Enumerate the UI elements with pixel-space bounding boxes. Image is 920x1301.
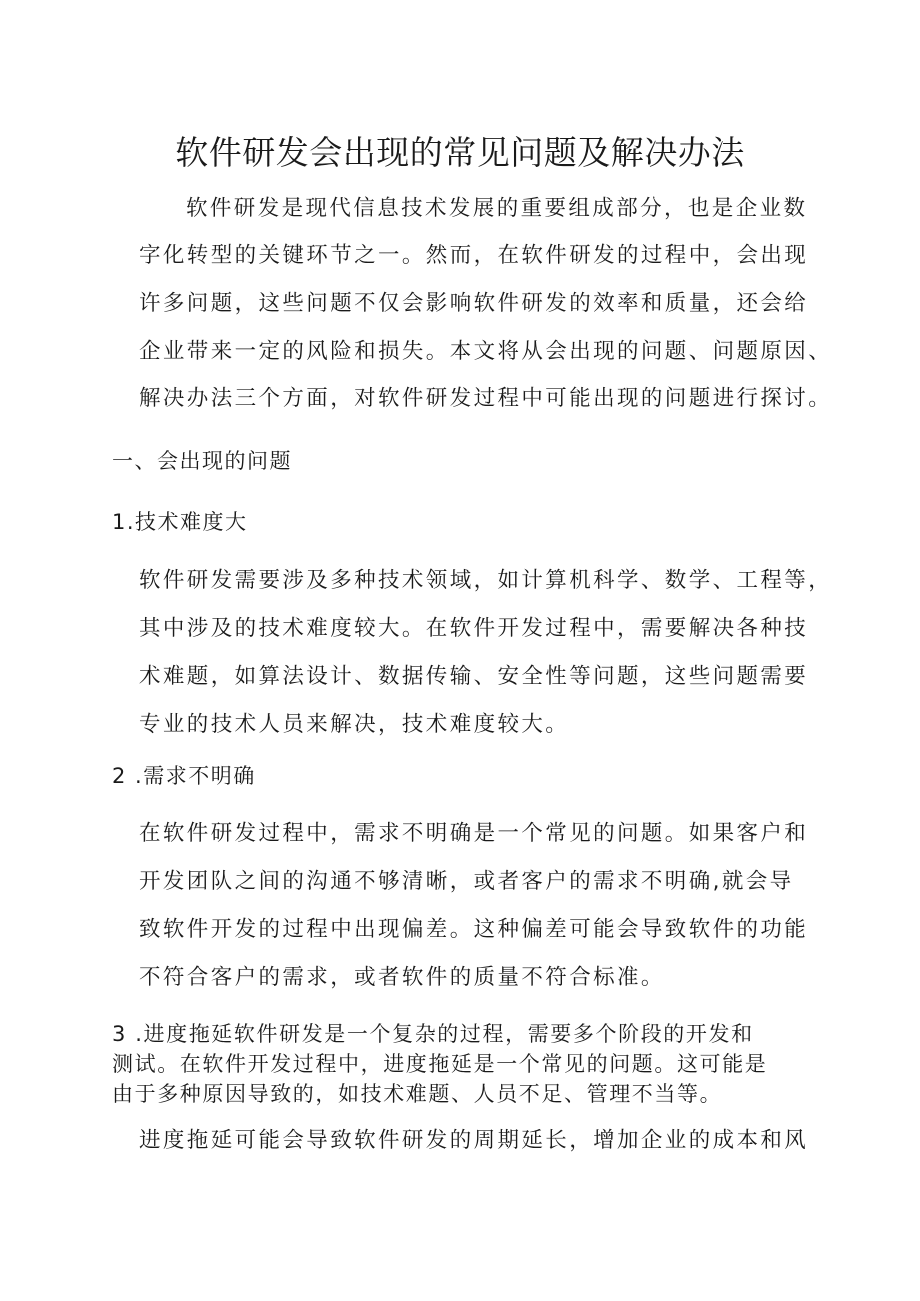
item2-line: 在软件研发过程中，需求不明确是一个常见的问题。如果客户和 [139,821,809,846]
intro-line: 企业带来一定的风险和损失。本文将从会出现的问题、问题原因、 [139,339,833,364]
item3-line: 由于多种原因导致的，如技术难题、人员不足、管理不当等。 [112,1082,723,1106]
item1-line: 专业的技术人员来解决，技术难度较大。 [139,712,570,737]
item-heading: 1.技术难度大 [112,510,248,534]
item1-line: 软件研发需要涉及多种技术领域，如计算机科学、数学、工程等， [139,568,833,593]
item3-line: 3 .进度拖延软件研发是一个复杂的过程，需要多个阶段的开发和 [112,1022,754,1046]
item1-line: 术难题，如算法设计、数据传输、安全性等问题，这些问题需要 [139,664,809,689]
item2-line: 不符合客户的需求，或者软件的质量不符合标准。 [139,965,665,990]
intro-line: 软件研发是现代信息技术发展的重要组成部分，也是企业数 [186,196,808,221]
intro-line: 解决办法三个方面，对软件研发过程中可能出现的问题进行探讨。 [139,386,833,411]
item2-line: 致软件开发的过程中出现偏差。这种偏差可能会导致软件的功能 [139,917,809,942]
item2-line: 开发团队之间的沟通不够清晰，或者客户的需求不明确,就会导 [139,869,794,894]
item3-line: 测试。在软件开发过程中，进度拖延是一个常见的问题。这可能是 [112,1052,768,1076]
intro-line: 许多问题，这些问题不仅会影响软件研发的效率和质量，还会给 [139,291,809,316]
intro-line: 字化转型的关键环节之一。然而，在软件研发的过程中，会出现 [139,243,809,268]
item-heading: 2 .需求不明确 [112,764,256,788]
item1-line: 其中涉及的技术难度较大。在软件开发过程中，需要解决各种技 [139,616,809,641]
section-heading: 一、会出现的问题 [112,449,292,473]
item3-paragraph-line: 进度拖延可能会导致软件研发的周期延长，增加企业的成本和风 [139,1128,809,1153]
document-title: 软件研发会出现的常见问题及解决办法 [175,133,745,172]
